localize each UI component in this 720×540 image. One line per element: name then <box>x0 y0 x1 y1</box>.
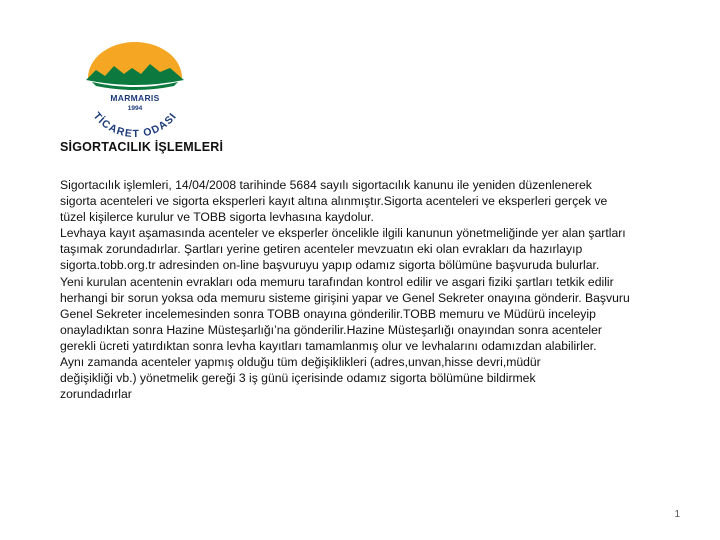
page-number: 1 <box>674 509 680 520</box>
body-line: Yeni kurulan acentenin evrakları oda memuru tarafından kontrol edilir ve asgari fiziki şartları tetkik edilir <box>60 274 614 289</box>
body-line: zorundadırlar <box>60 387 132 402</box>
body-line: herhangi bir sorun yoksa oda memuru sisteme girişini yapar ve Genel Sekreter onayına gönderir. Başvuru <box>60 290 630 305</box>
chamber-logo <box>74 30 196 138</box>
logo-arc-text: TİCARET ODASI <box>90 110 180 138</box>
body-line: sigorta.tobb.org.tr adresinden on-line başvuruyu yapıp odamız sigorta bölümüne başvuruda bulurlar. <box>60 258 600 273</box>
body-line: taşımak zorundadırlar. Şartları yerine getiren acenteler mevzuatın eki olan evrakları da hazırlayıp <box>60 242 583 257</box>
body-line: onayladıktan sonra Hazine Müsteşarlığı’na gönderilir.Hazine Müsteşarlığı onayından sonra acenteler <box>60 322 602 337</box>
body-line: sigorta acenteleri ve sigorta eksperleri kayıt altına alınmıştır.Sigorta acenteleri ve eksperleri gerçek ve <box>60 194 608 209</box>
body-line: gerekli ücreti yatırdıktan sonra levha kayıtları tamamlanmış olur ve levhalarını odamızdan alabilirler. <box>60 338 597 353</box>
body-line: tüzel kişilerce kurulur ve TOBB sigorta levhasına kaydolur. <box>60 210 374 225</box>
body-line: Sigortacılık işlemleri, 14/04/2008 tarihinde 5684 sayılı sigortacılık kanunu ile yeniden düzenlenerek <box>60 178 592 192</box>
svg-text:TİCARET ODASI <box>91 110 180 138</box>
body-line: Genel Sekreter incelemesinden sonra TOBB onayına gönderilir.TOBB memuru ve Müdürü inceleyip <box>60 306 596 321</box>
body-line: Aynı zamanda acenteler yapmış olduğu tüm değişiklikleri (adres,unvan,hisse devri,müdür <box>60 355 541 370</box>
page-title: SİGORTACILIK İŞLEMLERİ <box>60 140 224 154</box>
body-line: Levhaya kayıt aşamasında acenteler ve eksperler öncelikle ilgili kanunun yönetmeliğinde yer alan şartları <box>60 226 626 241</box>
logo-year: 1994 <box>127 105 143 112</box>
body-line: değişikliği vb.) yönetmelik gereği 3 iş günü içerisinde odamız sigorta bölümüne bildirmek <box>60 371 536 386</box>
logo-name: MARMARIS <box>110 93 160 103</box>
body-paragraphs <box>60 177 660 402</box>
